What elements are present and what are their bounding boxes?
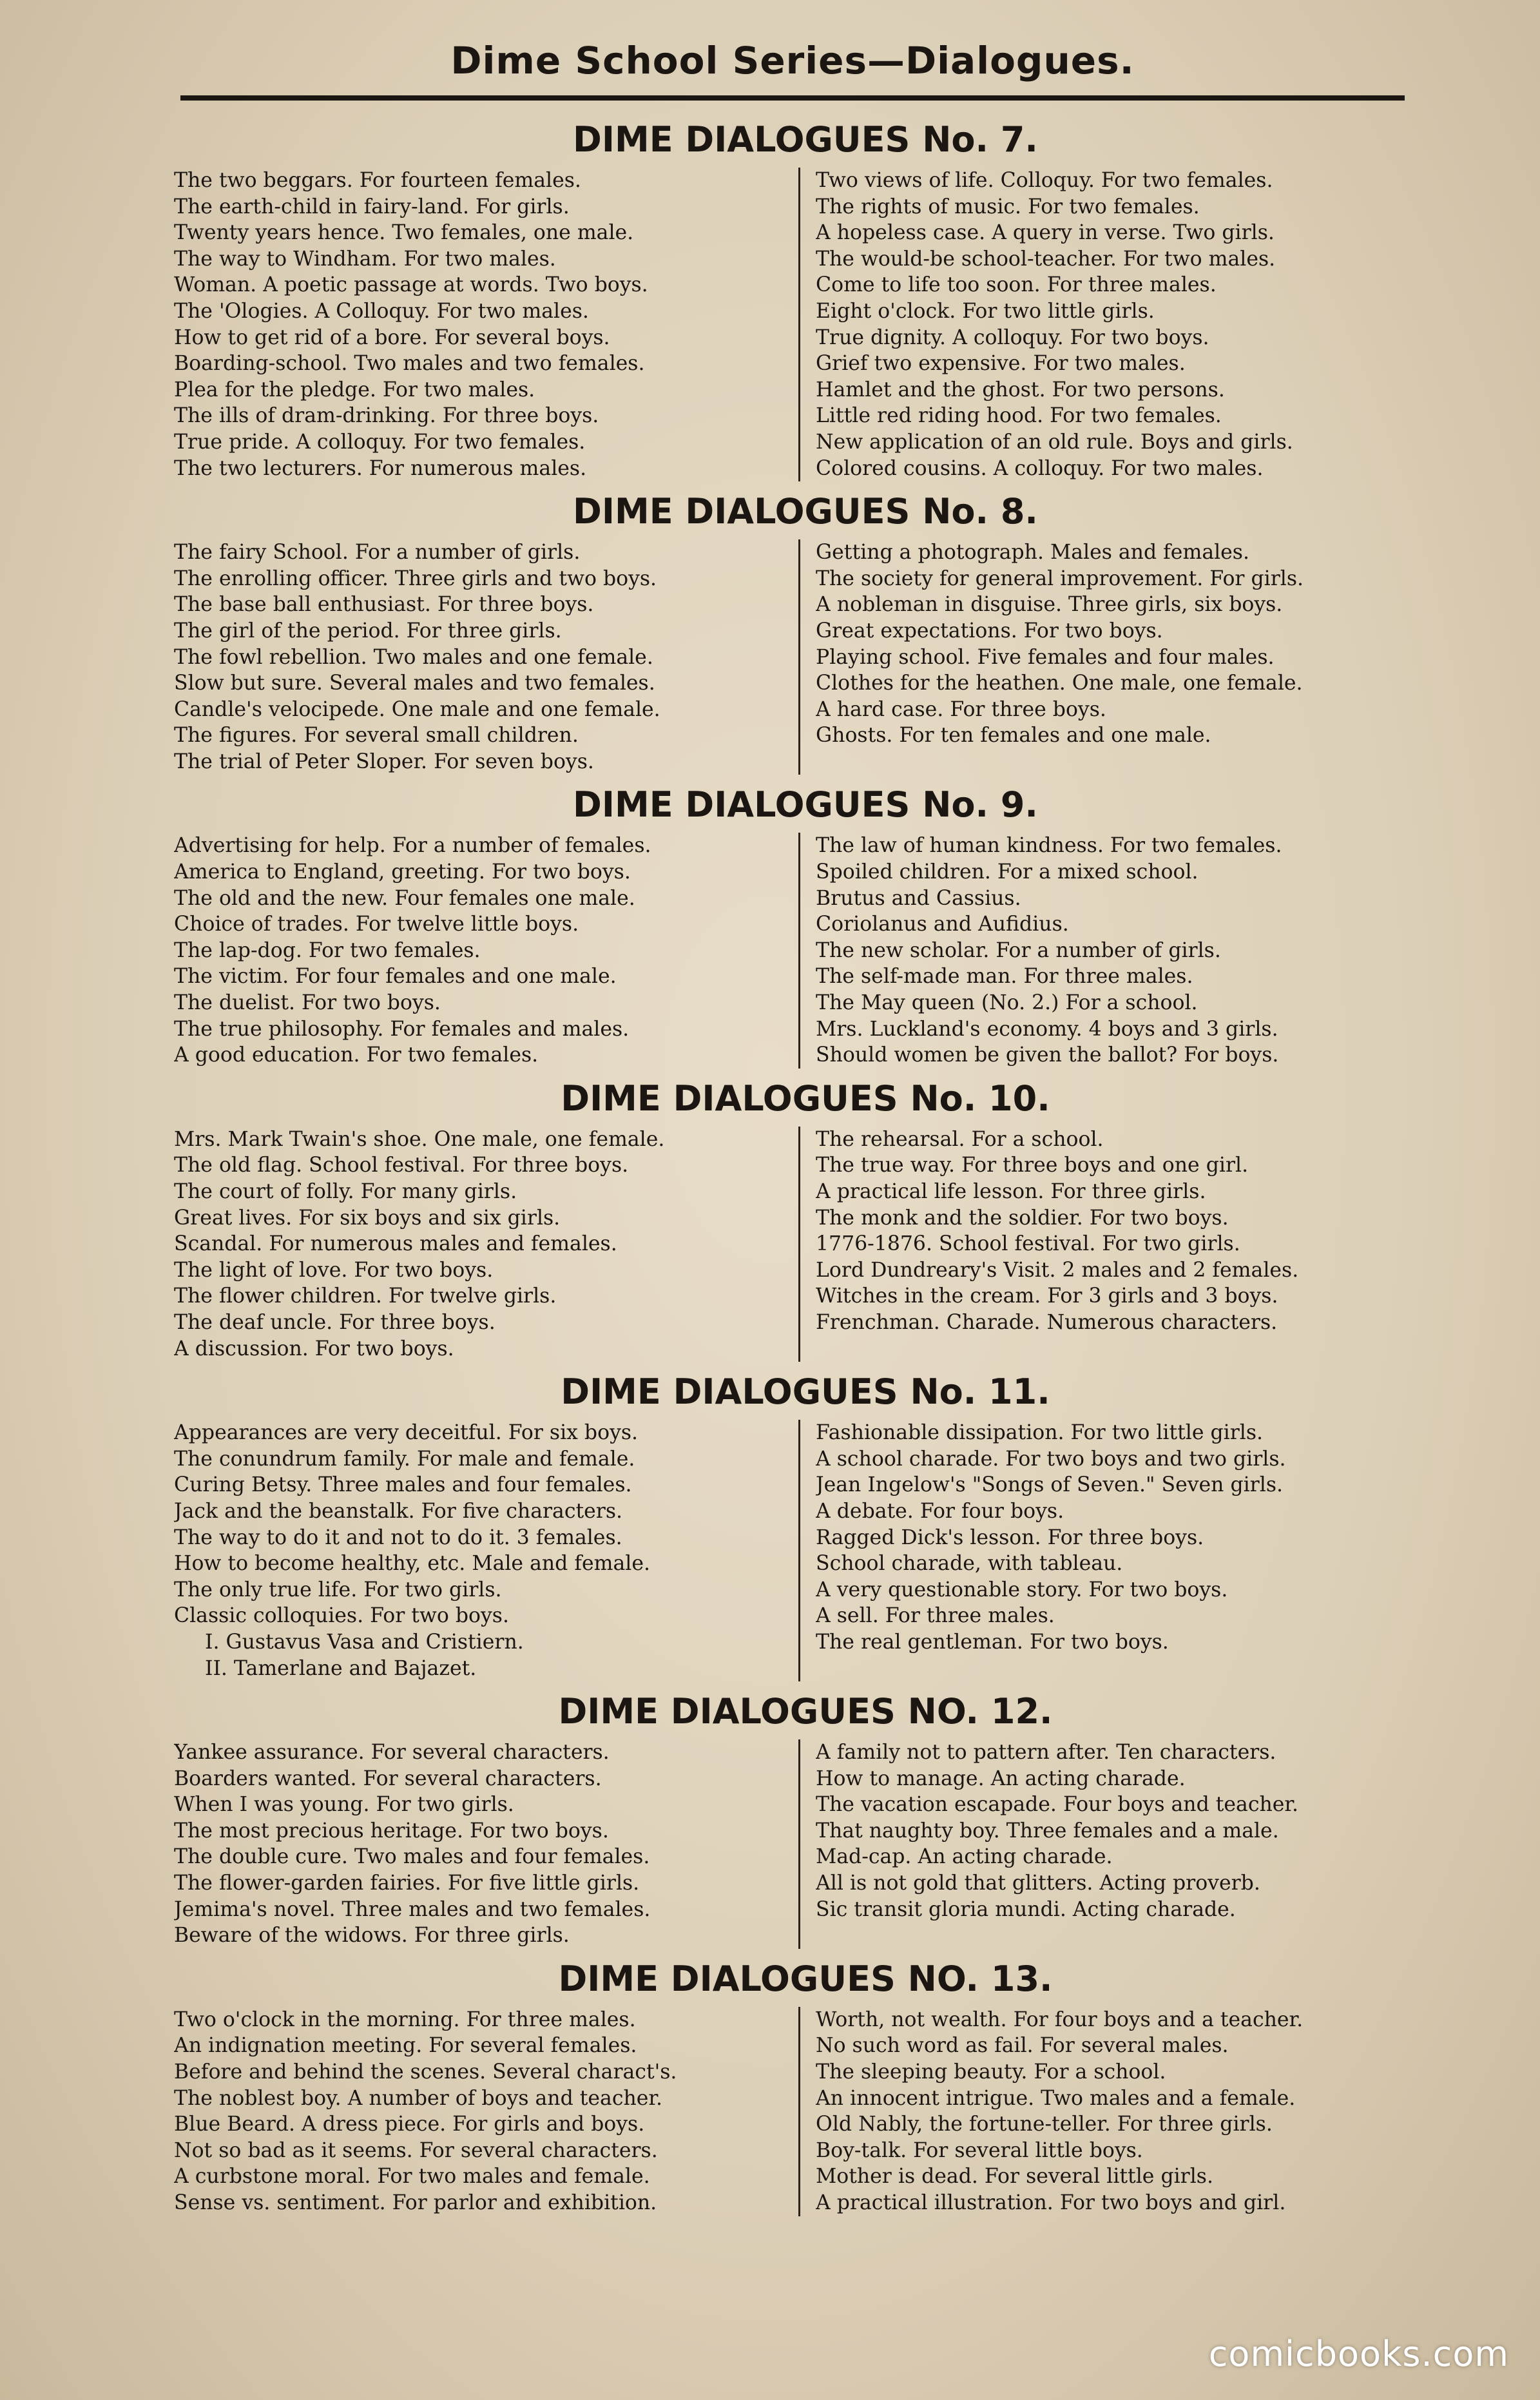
dialogue-entry: A family not to pattern after. Ten characters. <box>816 1741 1276 1765</box>
left-column <box>174 1127 800 1362</box>
dialogue-entry: The trial of Peter Sloper. For seven boys. <box>174 750 594 773</box>
dialogue-entry: Woman. A poetic passage at words. Two boys. <box>174 273 648 297</box>
dialogue-entry: Worth, not wealth. For four boys and a teacher. <box>816 2008 1304 2031</box>
dialogue-entry: Great lives. For six boys and six girls. <box>174 1206 561 1230</box>
right-column <box>800 1739 1437 1949</box>
dialogue-entry: School charade, with tableau. <box>816 1552 1123 1576</box>
dialogue-entry: Should women be given the ballot? For boys. <box>816 1043 1279 1067</box>
dialogue-entry: A practical illustration. For two boys and girl. <box>816 2191 1286 2214</box>
dialogue-entry: The true way. For three boys and one girl. <box>816 1154 1249 1177</box>
dialogue-entry: Clothes for the heathen. One male, one female. <box>816 672 1303 695</box>
dialogue-entry: True pride. A colloquy. For two females. <box>174 430 586 454</box>
section-title: DIME DIALOGUES No. 8. <box>573 491 1038 532</box>
dialogue-section <box>174 116 1437 481</box>
dialogue-entry: The fowl rebellion. Two males and one female. <box>174 645 653 669</box>
dialogue-entry: An innocent intrigue. Two males and a female. <box>816 2086 1296 2110</box>
dialogue-entry: Mother is dead. For several little girls. <box>816 2165 1213 2189</box>
running-head: Dime School Series—Dialogues. <box>450 39 1135 82</box>
dialogue-entry: The sleeping beauty. For a school. <box>816 2060 1166 2084</box>
dialogue-entry: Ghosts. For ten females and one male. <box>816 724 1211 748</box>
dialogue-entry: When I was young. For two girls. <box>174 1793 514 1817</box>
dialogue-entry: Colored cousins. A colloquy. For two males. <box>816 456 1264 480</box>
dialogue-entry: The girl of the period. For three girls. <box>174 619 562 643</box>
dialogue-entry: Boy-talk. For several little boys. <box>816 2138 1143 2162</box>
dialogue-entry: The way to do it and not to do it. 3 females. <box>174 1525 622 1549</box>
dialogue-entry: Spoiled children. For a mixed school. <box>816 860 1198 884</box>
dialogue-entry: The most precious heritage. For two boys. <box>174 1819 609 1843</box>
dialogue-entry: The old flag. School festival. For three boys. <box>174 1154 629 1177</box>
dialogue-entry: The 'Ologies. A Colloquy. For two males. <box>174 299 589 323</box>
dialogue-entry: Witches in the cream. For 3 girls and 3 boys. <box>816 1284 1278 1308</box>
dialogue-sections <box>174 116 1437 2223</box>
dialogue-entry: New application of an old rule. Boys and girls. <box>816 430 1293 454</box>
left-column <box>174 833 800 1068</box>
dialogue-entry: Scandal. For numerous males and females. <box>174 1232 617 1256</box>
section-columns <box>174 1420 1437 1681</box>
dialogue-entry: The noblest boy. A number of boys and teacher. <box>174 2086 663 2110</box>
dialogue-entry: Two o'clock in the morning. For three males. <box>174 2008 636 2031</box>
section-columns <box>174 1739 1437 1949</box>
dialogue-entry: Curing Betsy. Three males and four females. <box>174 1473 632 1497</box>
watermark: comicbooks.com <box>1208 2334 1509 2374</box>
right-column <box>800 168 1437 481</box>
left-column <box>174 539 800 775</box>
section-title: DIME DIALOGUES NO. 12. <box>558 1691 1053 1732</box>
dialogue-entry: A hopeless case. A query in verse. Two girls. <box>816 221 1275 245</box>
dialogue-entry: Old Nably, the fortune-teller. For three girls. <box>816 2113 1273 2136</box>
dialogue-entry: Coriolanus and Aufidius. <box>816 913 1069 936</box>
dialogue-entry: A nobleman in disguise. Three girls, six boys. <box>816 593 1283 617</box>
dialogue-entry: The duelist. For two boys. <box>174 991 441 1015</box>
right-column <box>800 539 1437 775</box>
dialogue-entry: Two views of life. Colloquy. For two females. <box>816 169 1273 192</box>
dialogue-entry: The only true life. For two girls. <box>174 1578 502 1602</box>
dialogue-entry: The fairy School. For a number of girls. <box>174 541 581 565</box>
dialogue-entry: A school charade. For two boys and two girls. <box>816 1447 1286 1471</box>
dialogue-entry: The ills of dram-drinking. For three boys. <box>174 404 599 428</box>
dialogue-entry: Twenty years hence. Two females, one male. <box>174 221 634 245</box>
section-columns <box>174 833 1437 1068</box>
dialogue-entry: Not so bad as it seems. For several characters. <box>174 2138 658 2162</box>
dialogue-entry: Jean Ingelow's "Songs of Seven." Seven girls. <box>816 1473 1283 1497</box>
dialogue-entry: All is not gold that glitters. Acting proverb. <box>816 1872 1260 1895</box>
left-column <box>174 168 800 481</box>
dialogue-entry: The way to Windham. For two males. <box>174 247 556 271</box>
section-columns <box>174 168 1437 481</box>
dialogue-entry: The earth-child in fairy-land. For girls. <box>174 195 570 218</box>
dialogue-entry: No such word as fail. For several males. <box>816 2034 1229 2058</box>
dialogue-entry: Jack and the beanstalk. For five characters. <box>174 1499 623 1523</box>
dialogue-entry: How to become healthy, etc. Male and female. <box>174 1552 651 1576</box>
dialogue-entry: The self-made man. For three males. <box>816 965 1193 989</box>
right-column <box>800 1420 1437 1681</box>
section-columns <box>174 2007 1437 2216</box>
dialogue-entry: Mad-cap. An acting charade. <box>816 1845 1113 1869</box>
dialogue-entry: The law of human kindness. For two females. <box>816 834 1282 858</box>
dialogue-entry: The May queen (No. 2.) For a school. <box>816 991 1198 1015</box>
dialogue-entry: The society for general improvement. For girls. <box>816 566 1304 590</box>
dialogue-entry: The figures. For several small children. <box>174 724 579 748</box>
dialogue-entry: The monk and the soldier. For two boys. <box>816 1206 1229 1230</box>
dialogue-entry: Lord Dundreary's Visit. 2 males and 2 females. <box>816 1258 1299 1282</box>
dialogue-entry: The light of love. For two boys. <box>174 1258 494 1282</box>
dialogue-entry: Sic transit gloria mundi. Acting charade. <box>816 1897 1236 1921</box>
dialogue-entry: Mrs. Mark Twain's shoe. One male, one female. <box>174 1127 665 1151</box>
dialogue-entry: The new scholar. For a number of girls. <box>816 938 1221 962</box>
section-title: DIME DIALOGUES No. 7. <box>573 119 1038 160</box>
dialogue-entry: The rehearsal. For a school. <box>816 1127 1104 1151</box>
dialogue-entry: How to get rid of a bore. For several boys. <box>174 325 610 349</box>
dialogue-entry: Sense vs. sentiment. For parlor and exhibition. <box>174 2191 657 2214</box>
dialogue-entry: The flower children. For twelve girls. <box>174 1284 557 1308</box>
dialogue-entry: Ragged Dick's lesson. For three boys. <box>816 1525 1204 1549</box>
dialogue-entry: The rights of music. For two females. <box>816 195 1200 218</box>
dialogue-entry: The true philosophy. For females and males. <box>174 1017 630 1041</box>
dialogue-entry: Grief two expensive. For two males. <box>816 352 1186 376</box>
dialogue-entry: Boarding-school. Two males and two females. <box>174 352 645 376</box>
dialogue-section <box>174 1075 1437 1362</box>
dialogue-entry: A hard case. For three boys. <box>816 697 1106 721</box>
section-title: DIME DIALOGUES No. 9. <box>573 784 1038 826</box>
dialogue-entry: The enrolling officer. Three girls and two boys. <box>174 566 657 590</box>
dialogue-entry: Advertising for help. For a number of females. <box>174 834 651 858</box>
header-rule <box>180 95 1405 101</box>
dialogue-entry: A very questionable story. For two boys. <box>816 1578 1228 1602</box>
dialogue-entry: A sell. For three males. <box>816 1604 1055 1628</box>
dialogue-entry: Blue Beard. A dress piece. For girls and boys. <box>174 2113 645 2136</box>
dialogue-entry: Eight o'clock. For two little girls. <box>816 299 1155 323</box>
dialogue-entry: Great expectations. For two boys. <box>816 619 1163 643</box>
section-title: DIME DIALOGUES NO. 13. <box>558 1958 1053 1999</box>
dialogue-entry: An indignation meeting. For several females. <box>174 2034 637 2058</box>
dialogue-entry: How to manage. An acting charade. <box>816 1766 1186 1790</box>
dialogue-section <box>174 781 1437 1068</box>
dialogue-entry: Plea for the pledge. For two males. <box>174 378 535 402</box>
dialogue-entry: The real gentleman. For two boys. <box>816 1630 1169 1654</box>
dialogue-entry: The two lecturers. For numerous males. <box>174 456 587 480</box>
dialogue-entry: The two beggars. For fourteen females. <box>174 169 581 192</box>
right-column <box>800 2007 1437 2216</box>
dialogue-entry: Brutus and Cassius. <box>816 886 1021 910</box>
dialogue-entry: The flower-garden fairies. For five little girls. <box>174 1872 640 1895</box>
dialogue-entry: Candle's velocipede. One male and one female. <box>174 697 660 721</box>
dialogue-entry: Frenchman. Charade. Numerous characters. <box>816 1310 1278 1334</box>
right-column <box>800 833 1437 1068</box>
dialogue-entry: The conundrum family. For male and female. <box>174 1447 635 1471</box>
dialogue-entry: The victim. For four females and one male. <box>174 965 617 989</box>
dialogue-entry: The deaf uncle. For three boys. <box>174 1310 496 1334</box>
dialogue-entry: Mrs. Luckland's economy. 4 boys and 3 girls. <box>816 1017 1278 1041</box>
dialogue-entry: The vacation escapade. Four boys and teacher. <box>816 1793 1299 1817</box>
left-column <box>174 2007 800 2216</box>
dialogue-entry: Playing school. Five females and four males. <box>816 645 1275 669</box>
dialogue-entry: Little red riding hood. For two females. <box>816 404 1222 428</box>
dialogue-entry: Fashionable dissipation. For two little girls. <box>816 1421 1264 1445</box>
dialogue-entry: Boarders wanted. For several characters. <box>174 1766 602 1790</box>
dialogue-entry: A debate. For four boys. <box>816 1499 1064 1523</box>
dialogue-entry: Beware of the widows. For three girls. <box>174 1924 570 1948</box>
section-title: DIME DIALOGUES No. 10. <box>561 1078 1050 1119</box>
dialogue-entry: America to England, greeting. For two boys. <box>174 860 631 884</box>
dialogue-entry: Jemima's novel. Three males and two females. <box>174 1897 651 1921</box>
dialogue-entry: Getting a photograph. Males and females. <box>816 541 1249 565</box>
dialogue-entry: Choice of trades. For twelve little boys. <box>174 913 579 936</box>
dialogue-entry: 1776-1876. School festival. For two girls. <box>816 1232 1240 1256</box>
dialogue-entry: Before and behind the scenes. Several charact's. <box>174 2060 677 2084</box>
dialogue-section <box>174 1368 1437 1681</box>
dialogue-entry: That naughty boy. Three females and a male. <box>816 1819 1279 1843</box>
dialogue-entry: The base ball enthusiast. For three boys. <box>174 593 594 617</box>
dialogue-entry: Appearances are very deceitful. For six boys. <box>174 1421 639 1445</box>
dialogue-entry: Yankee assurance. For several characters. <box>174 1741 610 1765</box>
dialogue-entry: A curbstone moral. For two males and female. <box>174 2165 650 2189</box>
dialogue-entry: Classic colloquies. For two boys. <box>174 1604 509 1628</box>
dialogue-entry: The lap-dog. For two females. <box>174 938 481 962</box>
left-column <box>174 1739 800 1949</box>
dialogue-entry: Come to life too soon. For three males. <box>816 273 1217 297</box>
dialogue-entry: The would-be school-teacher. For two males. <box>816 247 1276 271</box>
dialogue-entry: A good education. For two females. <box>174 1043 539 1067</box>
dialogue-section <box>174 1955 1437 2216</box>
dialogue-entry: The court of folly. For many girls. <box>174 1180 517 1203</box>
dialogue-entry: The double cure. Two males and four females. <box>174 1845 650 1869</box>
section-title: DIME DIALOGUES No. 11. <box>561 1371 1050 1413</box>
dialogue-entry: A practical life lesson. For three girls. <box>816 1180 1206 1203</box>
dialogue-section <box>174 1688 1437 1949</box>
sub-entry: II. Tamerlane and Bajazet. <box>205 1656 477 1680</box>
dialogue-entry: A discussion. For two boys. <box>174 1337 454 1360</box>
dialogue-entry: True dignity. A colloquy. For two boys. <box>816 325 1209 349</box>
section-columns <box>174 539 1437 775</box>
dialogue-entry: Hamlet and the ghost. For two persons. <box>816 378 1225 402</box>
dialogue-entry: The old and the new. Four females one male. <box>174 886 635 910</box>
dialogue-entry: Slow but sure. Several males and two females. <box>174 672 655 695</box>
right-column <box>800 1127 1437 1362</box>
section-columns <box>174 1127 1437 1362</box>
left-column <box>174 1420 800 1681</box>
sub-entry: I. Gustavus Vasa and Cristiern. <box>205 1630 524 1654</box>
dialogue-section <box>174 488 1437 775</box>
